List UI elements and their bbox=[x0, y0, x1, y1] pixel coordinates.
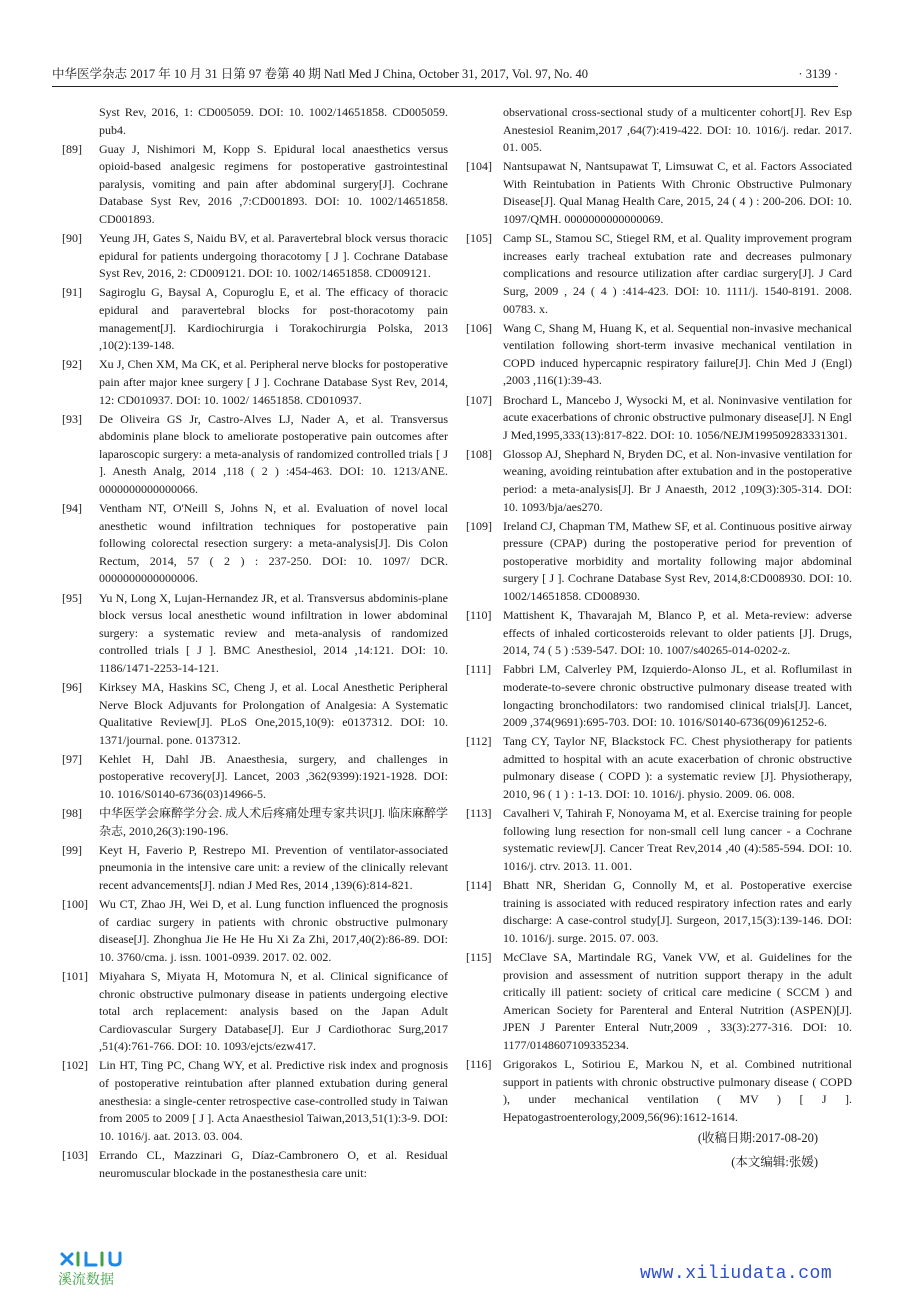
reference-number: [93] bbox=[62, 411, 82, 426]
reference-number: [112] bbox=[466, 734, 492, 749]
reference-item bbox=[466, 733, 852, 803]
reference-item bbox=[62, 751, 448, 804]
reference-text: Keyt H, Faverio P, Restrepo MI. Prevention of ventilator-associated pneumonia in the intensive care unit: a review of the clinically relevant recent advancements[J]. ndian J Med Res, 2014 ,139(6):814-821. bbox=[99, 842, 448, 893]
reference-item bbox=[62, 590, 448, 678]
reference-number: [114] bbox=[466, 878, 492, 893]
reference-text: Ventham NT, O'Neill S, Johns N, et al. Evaluation of novel local anesthetic wound infiltration techniques for postoperative pain following colorectal resection surgery: a meta-analysis[J]. Dis Colon Rectum, 2014, 57 ( 2 ) : 237-250. DOI: 10. 1097/ DCR. 0000000000000006. bbox=[99, 501, 448, 586]
watermark-url: www.xiliudata.com bbox=[640, 1264, 833, 1284]
reference-number: [96] bbox=[62, 680, 82, 694]
reference-item bbox=[466, 607, 852, 660]
reference-item bbox=[466, 446, 852, 516]
journal-header-text: 中华医学杂志 2017 年 10 月 31 日第 97 卷第 40 期 Natl Med J China, October 31, 2017, Vol. 97, No. 40 bbox=[52, 67, 588, 81]
reference-number: [91] bbox=[62, 285, 82, 300]
reference-number: [111] bbox=[466, 662, 492, 677]
right-column bbox=[466, 104, 852, 1172]
reference-number: [109] bbox=[466, 518, 492, 533]
reference-text: Yeung JH, Gates S, Naidu BV, et al. Paravertebral block versus thoracic epidural for patients undergoing thoracotomy [ J ]. Cochrane Database Syst Rev, 2016, 2: CD009121. DOI: 10. 1002/14651858. CD009121. bbox=[99, 231, 448, 281]
reference-item bbox=[62, 230, 448, 283]
reference-text: Kirksey MA, Haskins SC, Cheng J, et al. Local Anesthetic Peripheral Nerve Block Adjuvants for Prolongation of Analgesia: A Systematic Qualitative Review[J]. PLoS One,2015,10(9): e0137312. DOI: 10. 1371/journal. pone. 0137312. bbox=[99, 680, 448, 747]
reference-number: [100] bbox=[62, 897, 88, 912]
reference-text: Xu J, Chen XM, Ma CK, et al. Peripheral nerve blocks for postoperative pain after major knee surgery [ J ]. Cochrane Database Syst Rev, 2014, 12: CD010937. DOI: 10. 1002/ 14651858. CD010937. bbox=[99, 357, 448, 407]
reference-text: Miyahara S, Miyata H, Motomura N, et al. Clinical significance of chronic obstructive pulmonary disease in patients undergoing elective total arch replacement: analysis based on the Japan Adult Cardiovascular Surgery Database[J]. Eur J Cardiothorac Surg,2017 ,51(4):761-766. DOI: 10. 1093/ejcts/ezw417. bbox=[99, 969, 448, 1054]
reference-text: Yu N, Long X, Lujan-Hernandez JR, et al. Transversus abdominis-plane block versus local anesthetic wound infiltration in lower abdominal surgery: a systematic review and meta-analysis of randomized controlled trials [ J ]. BMC Anesthesiol, 2014 ,14:121. DOI: 10. 1186/1471-2253-14-121. bbox=[99, 590, 448, 675]
reference-item bbox=[466, 805, 852, 875]
left-column bbox=[62, 104, 448, 1184]
reference-item bbox=[466, 518, 852, 606]
reference-item bbox=[62, 896, 448, 966]
reference-text: Guay J, Nishimori M, Kopp S. Epidural local anaesthetics versus opioid-based analgesic regimens for postoperative gastrointestinal paralysis, vomiting and pain after abdominal surgery[J]. Cochrane Database Syst Rev, 2016 ,7:CD001893. DOI: 10. 1002/14651858. CD001893. bbox=[99, 141, 448, 227]
reference-number: [104] bbox=[466, 159, 492, 174]
reference-text: Ireland CJ, Chapman TM, Mathew SF, et al. Continuous positive airway pressure (CPAP) during the postoperative period for prevention of postoperative morbidity and mortality following major abdominal surgery [ J ]. Cochrane Database Syst Rev, 2014,8:CD008930. DOI: 10. 1002/14651858. CD008930. bbox=[503, 518, 852, 604]
reference-number: [116] bbox=[466, 1056, 492, 1071]
reference-text: Grigorakos L, Sotiriou E, Markou N, et al. Combined nutritional support in patients with chronic obstructive pulmonary disease ( COPD ), under mechanical ventilation ( MV ) [ J ]. Hepatogastroenterology,2009,56(96):1612-1614. bbox=[503, 1056, 852, 1124]
reference-item bbox=[466, 949, 852, 1055]
reference-text: Cavalheri V, Tahirah F, Nonoyama M, et al. Exercise training for people following lung resection for non-small cell lung cancer - a Cochrane systematic review[J]. Cancer Treat Rev,2014 ,40 (4):585-594. DOI: 10. 1016/j. ctrv. 2013. 11. 001. bbox=[503, 806, 852, 873]
reference-continuation: Syst Rev, 2016, 1: CD005059. DOI: 10. 1002/14651858. CD005059. pub4. bbox=[99, 105, 448, 137]
reference-text: Wu CT, Zhao JH, Wei D, et al. Lung function influenced the prognosis of cardiac surgery in patients with chronic obstructive pulmonary disease[J]. Zhonghua Jie He He Hu Xi Za Zhi, 2017,40(2):86-89. DOI: 10. 3760/cma. j. issn. 1001-0939. 2017. 02. 002. bbox=[99, 897, 448, 964]
reference-number: [113] bbox=[466, 806, 492, 821]
reference-text: Nantsupawat N, Nantsupawat T, Limsuwat C, et al. Factors Associated With Reintubation in Patients With Chronic Obstructive Pulmonary Disease[J]. Qual Manag Health Care, 2015, 24 ( 4 ) : 200-206. DOI: 10. 1097/QMH. 0000000000000069. bbox=[503, 159, 852, 227]
reference-number: [99] bbox=[62, 842, 82, 857]
reference-item bbox=[62, 411, 448, 499]
reference-text: Lin HT, Ting PC, Chang WY, et al. Predictive risk index and prognosis of postoperative reintubation after planned extubation during general anesthesia: a single-center retrospective case-controlled study in Taiwan from 2005 to 2009 [ J ]. Acta Anaesthesiol Taiwan,2013,51(1):3-9. DOI: 10. 1016/j. aat. 2013. 03. 004. bbox=[99, 1058, 448, 1143]
reference-number: [95] bbox=[62, 590, 82, 605]
xiliu-logo bbox=[56, 1248, 148, 1288]
reference-text: Tang CY, Taylor NF, Blackstock FC. Chest physiotherapy for patients admitted to hospital with an acute exacerbation of chronic obstructive pulmonary disease ( COPD ): a systematic review [J]. Physiotherapy, 2010, 96 ( 1 ) : 1-13. DOI: 10. 1016/j. physio. 2009. 06. 008. bbox=[503, 734, 852, 802]
reference-number: [90] bbox=[62, 231, 82, 246]
reference-item bbox=[62, 679, 448, 749]
reference-text: Mattishent K, Thavarajah M, Blanco P, et al. Meta-review: adverse effects of inhaled corticosteroids relevant to older patients [J]. Drugs, 2014, 74 ( 5 ) :539-547. DOI: 10. 1007/s40265-014-0202-z. bbox=[503, 608, 852, 658]
reference-item bbox=[62, 141, 448, 229]
reference-number: [98] bbox=[62, 806, 82, 821]
reference-text: Bhatt NR, Sheridan G, Connolly M, et al. Postoperative exercise training is associated with reduced respiratory infection rates and early discharge: A case-control study[J]. Surgeon, 2017,15(3):139-146. DOI: 10. 1016/j. surge. 2015. 07. 003. bbox=[503, 878, 852, 945]
reference-item bbox=[62, 842, 448, 895]
reference-item bbox=[62, 284, 448, 354]
reference-number: [103] bbox=[62, 1147, 88, 1162]
reference-item bbox=[62, 356, 448, 409]
reference-list-right bbox=[466, 158, 852, 1126]
reference-item bbox=[62, 500, 448, 588]
reference-number: [106] bbox=[466, 320, 492, 335]
running-header bbox=[52, 64, 838, 87]
reference-text: Wang C, Shang M, Huang K, et al. Sequential non-invasive mechanical ventilation following short-term invasive mechanical ventilation in COPD induced hypercapnic respiratory failure[J]. Chin Med J (Engl) ,2003 ,116(1):39-43. bbox=[503, 320, 852, 388]
reference-text: Fabbri LM, Calverley PM, Izquierdo-Alonso JL, et al. Roflumilast in moderate-to-severe chronic obstructive pulmonary disease treated with longacting bronchodilators: two randomised clinical trials[J]. Lancet, 2009 ,374(9691):695-703. DOI: 10. 1016/S0140-6736(09)61252-6. bbox=[503, 662, 852, 730]
reference-list-left bbox=[62, 141, 448, 1182]
svg-text:溪流数据: 溪流数据 bbox=[58, 1272, 114, 1288]
reference-number: [97] bbox=[62, 751, 82, 766]
reference-text: Glossop AJ, Shephard N, Bryden DC, et al. Non-invasive ventilation for weaning, avoiding reintubation after extubation and in the postoperative period: a meta-analysis[J]. Br J Anaesth, 2012 ,109(3):305-314. DOI: 10. 1093/bja/aes270. bbox=[503, 446, 852, 514]
reference-item bbox=[466, 392, 852, 445]
reference-continuation: observational cross-sectional study of a multicenter cohort[J]. Rev Esp Anestesiol Reanim,2017 ,64(7):419-422. DOI: 10. 1016/j. redar. 2017. 01. 005. bbox=[503, 105, 852, 155]
page-number: · 3139 · bbox=[798, 67, 838, 81]
reference-text: Brochard L, Mancebo J, Wysocki M, et al. Noninvasive ventilation for acute exacerbations of chronic obstructive pulmonary disease[J]. N Engl J Med,1995,333(13):817-822. DOI: 10. 1056/NEJM199509283331301. bbox=[503, 392, 852, 442]
reference-number: [94] bbox=[62, 501, 82, 516]
reference-number: [107] bbox=[466, 392, 492, 407]
reference-text: Sagiroglu G, Baysal A, Copuroglu E, et al. The efficacy of thoracic epidural and paravertebral blocks for post-thoracotomy pain management[J]. Kardiochirurgia i Torakochirurgia Polska, 2013 ,10(2):139-148. bbox=[99, 285, 448, 353]
reference-item bbox=[466, 1056, 852, 1126]
editor-note: (本文编辑:张媛) bbox=[731, 1155, 818, 1170]
reference-text: 中华医学会麻醉学分会. 成人术后疼痛处理专家共识[J]. 临床麻醉学杂志, 2010,26(3):190-196. bbox=[99, 806, 448, 838]
reference-text: Errando CL, Mazzinari G, Díaz-Cambronero O, et al. Residual neuromuscular blockade in the postanesthesia care unit: bbox=[99, 1147, 448, 1180]
reference-item bbox=[466, 661, 852, 731]
reference-item bbox=[62, 968, 448, 1056]
reference-text: Camp SL, Stamou SC, Stiegel RM, et al. Quality improvement program increases early tracheal extubation rate and decreases pulmonary complications and resource utilization after cardiac surgery[J]. J Card Surg, 2009 , 24 ( 4 ) :414-423. DOI: 10. 1111/j. 1540-8191. 2008. 00783. x. bbox=[503, 231, 852, 316]
reference-number: [108] bbox=[466, 446, 492, 461]
reference-item bbox=[466, 230, 852, 318]
reference-number: [89] bbox=[62, 141, 82, 156]
reference-text: De Oliveira GS Jr, Castro-Alves LJ, Nader A, et al. Transversus abdominis plane block to ameliorate postoperative pain outcomes after laparoscopic surgery: a meta-analysis of randomized controlled trials [ J ]. Anesth Analg, 2014 ,118 ( 2 ) :454-463. DOI: 10. 1213/ANE. 0000000000000066. bbox=[99, 411, 448, 496]
received-date: (收稿日期:2017-08-20) bbox=[697, 1131, 818, 1146]
reference-number: [110] bbox=[466, 608, 492, 623]
reference-text: Kehlet H, Dahl JB. Anaesthesia, surgery, and challenges in postoperative recovery[J]. Lancet, 2003 ,362(9399):1921-1928. DOI: 10. 1016/S0140-6736(03)14966-5. bbox=[99, 751, 448, 802]
reference-text: McClave SA, Martindale RG, Vanek VW, et al. Guidelines for the provision and assessment of nutrition support therapy in the adult critically ill patient: society of critical care medicine ( SCCM ) and American Society for Parenteral and Enteral Nutrition (ASPEN)[J]. JPEN J Parenter Enteral Nutr,2009 , 33(3):277-316. DOI: 10. 1177/0148607109335234. bbox=[503, 949, 852, 1052]
reference-item bbox=[466, 320, 852, 390]
reference-number: [105] bbox=[466, 231, 492, 246]
reference-item bbox=[62, 805, 448, 840]
reference-item bbox=[62, 1057, 448, 1145]
reference-number: [102] bbox=[62, 1058, 88, 1073]
reference-item bbox=[62, 1147, 448, 1182]
reference-number: [101] bbox=[62, 969, 88, 983]
reference-item bbox=[466, 877, 852, 947]
reference-number: [115] bbox=[466, 949, 492, 964]
reference-number: [92] bbox=[62, 357, 82, 372]
reference-item bbox=[466, 158, 852, 228]
